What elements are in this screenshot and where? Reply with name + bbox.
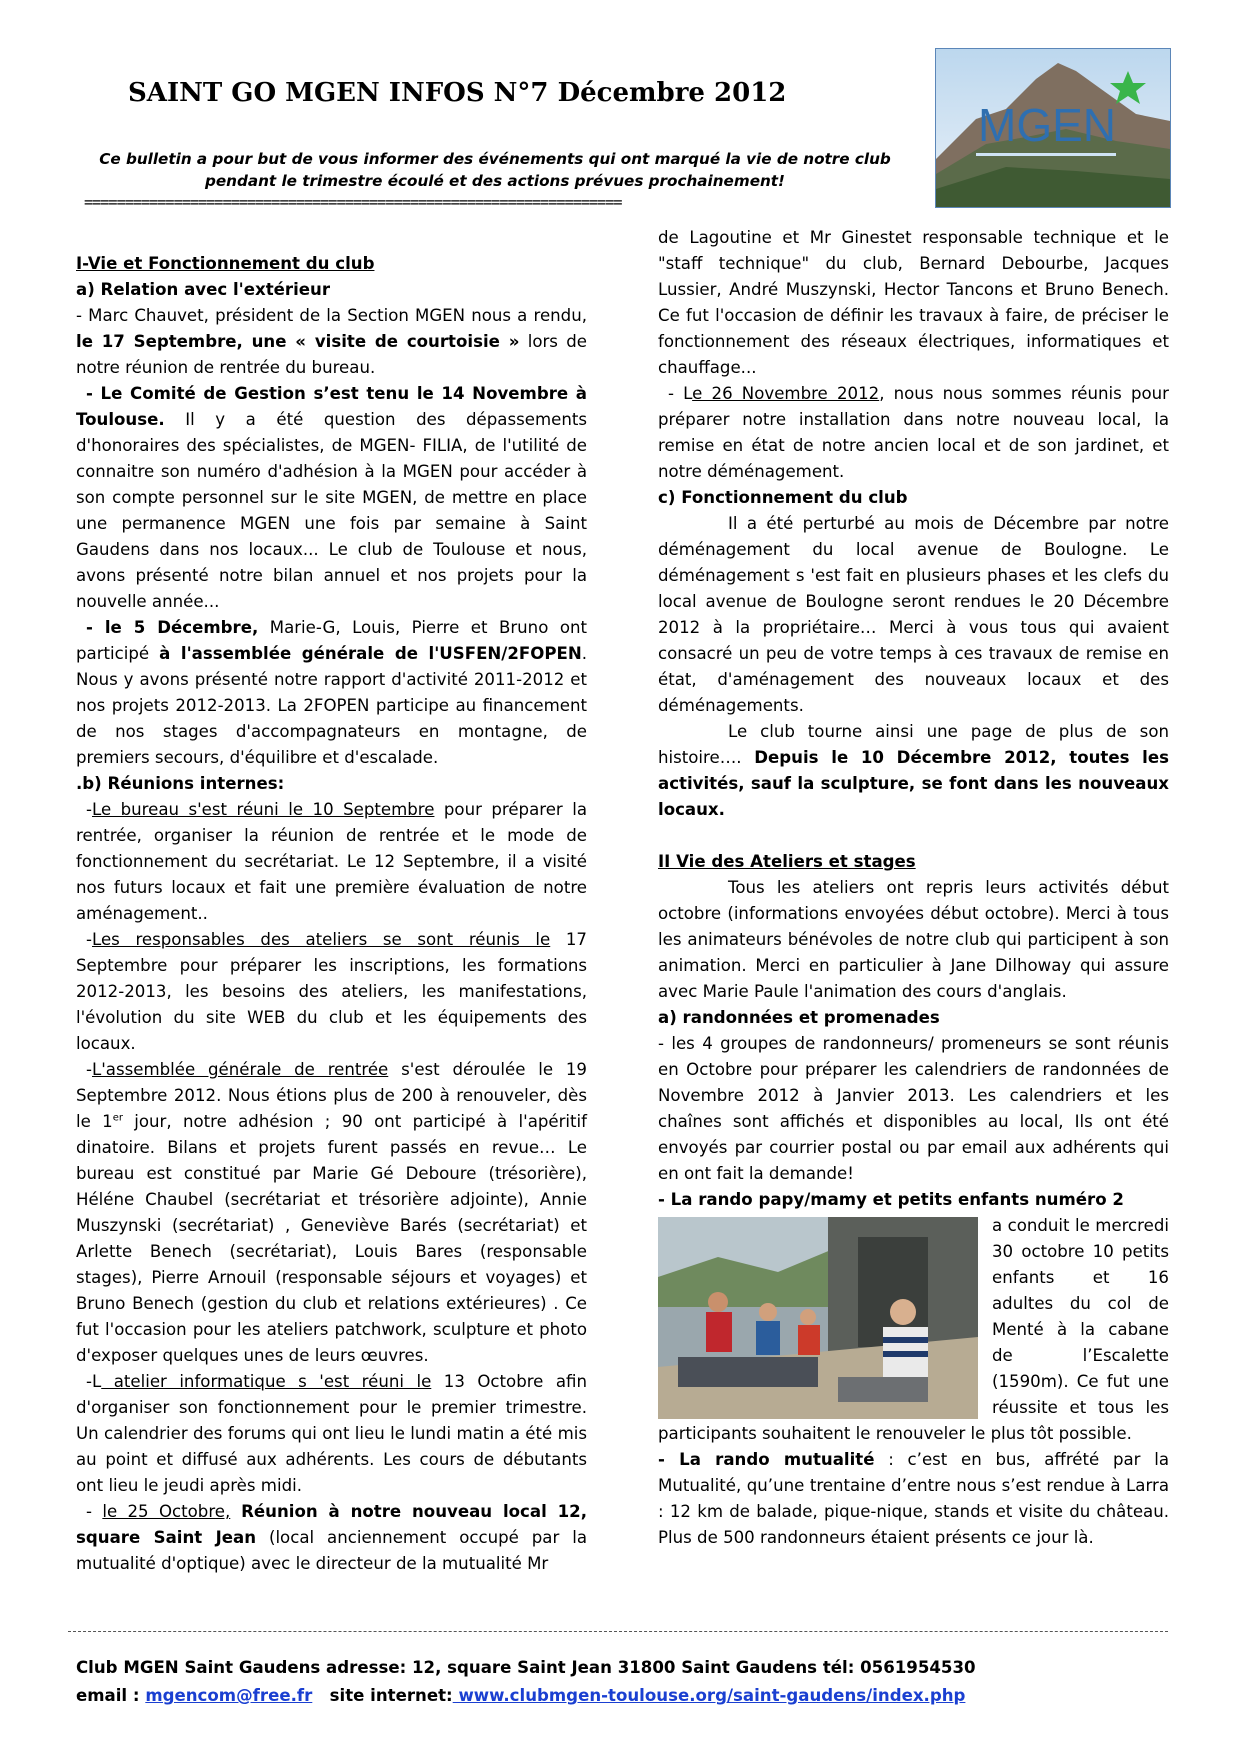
paragraph: -Le bureau s'est réuni le 10 Septembre pour préparer la rentrée, organiser la réunion de rentrée et le mode de fonctionnement du secrétariat. Le 12 Septembre, il a visité nos futurs locaux et fait une première évaluation de notre aménagement.. [76,800,587,923]
paragraph: -L atelier informatique s 'est réuni le 13 Octobre afin d'organiser son fonctionnement pour le premier trimestre. Un calendrier des forums qui ont lieu le lundi matin a été mis au point et diffusé aux adhérents. Les cours de débutants ont lieu le jeudi après midi. [76,1372,587,1495]
paragraph: - le 5 Décembre, Marie-G, Louis, Pierre et Bruno ont participé à l'assemblée générale de l'USFEN/2FOPEN. Nous y avons présenté notre rapport d'activité 2011-2012 et nos projets 2012-2013. La 2FOPEN participe au financement de nos stages d'accompagnateurs en montagne, de premiers secours, d'équilibre et d'escalade. [76,618,587,767]
paragraph: Le club tourne ainsi une page de plus de son histoire…. Depuis le 10 Décembre 2012, toutes les activités, sauf la sculpture, se font dans les nouveaux locaux. [658,722,1169,819]
paragraph: de Lagoutine et Mr Ginestet responsable technique et le "staff technique" du club, Bernard Debourbe, Jacques Lussier, André Muszynski, Hector Tancons et Bruno Benech. Ce fut l'occasion de définir les travaux à faire, de préciser le fonctionnement des réseaux électriques, informatiques et chauffage... [658,228,1169,377]
paragraph: - Le 26 Novembre 2012, nous nous sommes réunis pour préparer notre installation dans notre nouveau local, la remise en état de notre ancien local et de son jardinet, et notre déménagement. [658,384,1169,481]
section-1-title: I-Vie et Fonctionnement du club [76,254,375,273]
paragraph: - Marc Chauvet, président de la Section MGEN nous a rendu, le 17 Septembre, une « visite de courtoisie » lors de notre réunion de rentrée du bureau. [76,306,587,377]
paragraph: - Le Comité de Gestion s’est tenu le 14 Novembre à Toulouse. Il y a été question des dépassements d'honoraires des spécialistes, de MGEN- FILIA, de l'utilité de connaitre son numéro d'adhésion à la MGEN pour accéder à son compte personnel sur le site MGEN, de mettre en place une permanence MGEN une fois par semaine à Saint Gaudens dans nos locaux... Le club de Toulouse et nous, avons présenté notre bilan annuel et nos projets pour la nouvelle année... [76,384,587,611]
footer-divider [68,1631,1168,1632]
subsection-c-title: c) Fonctionnement du club [658,488,908,507]
footer [76,1654,976,1710]
subsection-a-title: a) Relation avec l'extérieur [76,280,331,299]
footer-address: Club MGEN Saint Gaudens adresse: 12, square Saint Jean 31800 Saint Gaudens tél: 0561954530 [76,1658,976,1677]
paragraph: Tous les ateliers ont repris leurs activités début octobre (informations envoyées début octobre). Merci à tous les animateurs bénévoles de notre club qui participent à son animation. Merci en particulier à Jane Dilhoway qui assure avec Marie Paule l'animation des cours d'anglais. [658,878,1169,1001]
intro-text: Ce bulletin a pour but de vous informer des événements qui ont marqué la vie de notre club pendant le trimestre écoulé et des actions prévues prochainement! [99,150,891,190]
logo-text: MGEN [978,99,1116,151]
paragraph: a conduit le mercredi 30 octobre 10 petits enfants et 16 adultes du col de Menté à la cabane de l’Escalette (1590m). Ce fut une réussite et tous les participants souhaitent le renouveler le plus tôt possible. [658,1216,1169,1443]
section-2-title: II Vie des Ateliers et stages [658,852,916,871]
left-column [76,251,587,1577]
hikers-photo [658,1217,978,1419]
website-link[interactable]: www.clubmgen-toulouse.org/saint-gaudens/index.php [452,1686,966,1705]
paragraph: - le 25 Octobre, Réunion à notre nouveau local 12, square Saint Jean (local anciennement occupé par la mutualité d'optique) avec le directeur de la mutualité Mr [76,1502,587,1573]
subsection-b-title: .b) Réunions internes: [76,774,285,793]
right-column [658,225,1169,1551]
subsection-a-title: a) randonnées et promenades [658,1008,940,1027]
email-link[interactable]: mgencom@free.fr [145,1686,313,1705]
bulletin-title: SAINT GO MGEN INFOS N°7 Décembre 2012 [128,78,787,108]
paragraph: - les 4 groupes de randonneurs/ promeneurs se sont réunis en Octobre pour préparer les calendriers de randonnées de Novembre 2012 à Janvier 2013. Les calendriers et les chaînes sont affichés et disponibles au local, Ils ont été envoyés par courrier postal ou par email aux adhérents qui en ont fait la demande! [658,1034,1169,1183]
paragraph: -L'assemblée générale de rentrée s'est déroulée le 19 Septembre 2012. Nous étions plus de 200 à renouveler, dès le 1er jour, notre adhésion ; 90 ont participé à l'apéritif dinatoire. Bilans et projets furent passés en revue… Le bureau est constitué par Marie Gé Deboure (trésorière), Héléne Chaubel (secrétariat et trésorière adjointe), Annie Muszynski (secrétariat) , Geneviève Barés (secrétariat) et Arlette Benech (secrétariat), Louis Bares (responsable stages), Pierre Arnouil (responsable séjours et voyages) et Bruno Benech (gestion du club et relations extérieures) . Ce fut l'occasion pour les ateliers patchwork, sculpture et photo d'exposer quelques unes de leurs œuvres. [76,1060,588,1365]
footer-contact: email : mgencom@free.fr site internet: www.clubmgen-toulouse.org/saint-gaudens/index.php [76,1686,966,1705]
paragraph: - La rando papy/mamy et petits enfants numéro 2 [658,1190,1124,1209]
paragraph: Il a été perturbé au mois de Décembre par notre déménagement du local avenue de Boulogne. Le déménagement s 'est fait en plusieurs phases et les clefs du local avenue de Boulogne seront rendues le 20 Décembre 2012 à la propriétaire… Merci à vous tous qui avaient consacré un peu de votre temps à ces travaux de remise en état, d'aménagement des nouveaux locaux et des déménagements. [658,514,1169,715]
mgen-logo [935,48,1171,208]
paragraph: -Les responsables des ateliers se sont réunis le 17 Septembre pour préparer les inscriptions, les formations 2012-2013, les besoins des ateliers, les manifestations, l'évolution du site WEB du club et les équipements des locaux. [76,930,587,1053]
paragraph: - La rando mutualité : c’est en bus, affrété par la Mutualité, qu’une trentaine d’entre nous s’est rendue à Larra : 12 km de balade, pique-nique, stands et visite du château. Plus de 500 randonneurs étaient présents ce jour là. [658,1450,1169,1547]
separator: ================================================================== [84,194,622,210]
